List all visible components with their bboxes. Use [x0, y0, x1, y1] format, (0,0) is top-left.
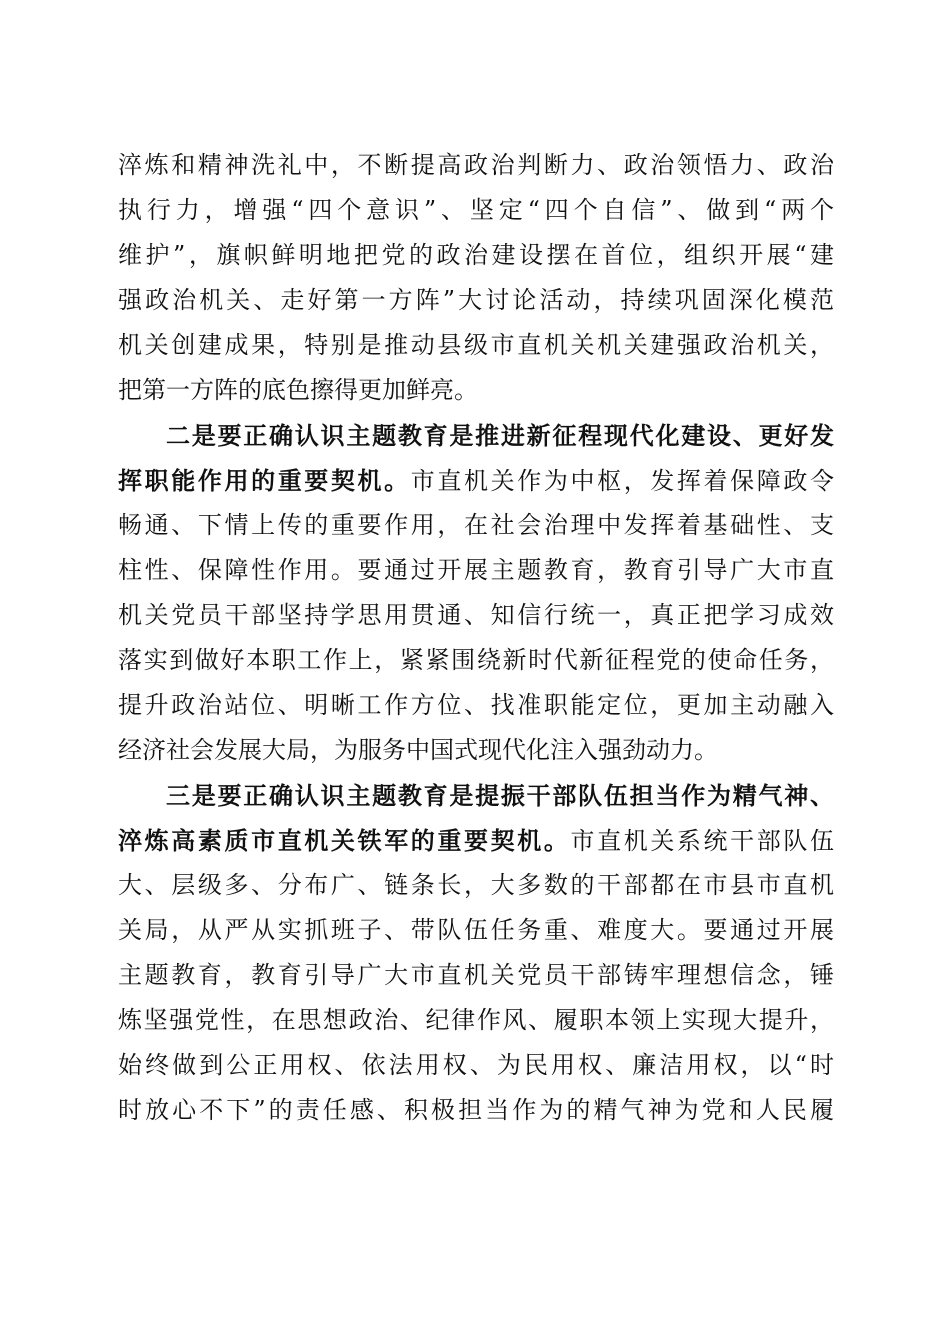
text-line: 机关党员干部坚持学思用贯通、知信行统一，真正把学习成效 — [118, 601, 834, 629]
paragraph-lead-heading: 三是要正确认识主题教育是提振干部队伍担当作为精气神、 — [166, 781, 834, 810]
text-line: 经济社会发展大局，为服务中国式现代化注入强劲动力。 — [118, 736, 718, 764]
text-line: 机关创建成果，特别是推动县级市直机关机关建强政治机关， — [118, 331, 834, 359]
text-line: 时放心不下”的责任感、积极担当作为的精气神为党和人民履 — [118, 1096, 834, 1124]
text-line: 炼坚强党性，在思想政治、纪律作风、履职本领上实现大提升， — [118, 1006, 834, 1034]
text-line: 关局，从严从实抓班子、带队伍任务重、难度大。要通过开展 — [118, 916, 834, 944]
text-line: 执行力，增强“四个意识”、坚定“四个自信”、做到“两个 — [118, 196, 834, 224]
text-line: 畅通、下情上传的重要作用，在社会治理中发挥着基础性、支 — [118, 511, 834, 539]
paragraph-lead-heading-end: 淬炼高素质市直机关铁军的重要契机。 — [118, 826, 571, 855]
text-line: 提升政治站位、明晰工作方位、找准职能定位，更加主动融入 — [118, 691, 834, 719]
text-line: 强政治机关、走好第一方阵”大讨论活动，持续巩固深化模范 — [118, 286, 834, 314]
document-page — [118, 143, 834, 1133]
paragraph-lead-heading-end: 挥职能作用的重要契机。 — [118, 466, 411, 495]
text-line — [118, 458, 834, 503]
paragraph-1 — [118, 143, 834, 413]
paragraph-2 — [118, 413, 834, 773]
paragraph-3 — [118, 773, 834, 1133]
text-line: 维护”，旗帜鲜明地把党的政治建设摆在首位，组织开展“建 — [118, 241, 834, 269]
text-run: 市直机关系统干部队伍 — [570, 827, 835, 855]
text-line: 落实到做好本职工作上，紧紧围绕新时代新征程党的使命任务， — [118, 646, 834, 674]
text-run: 市直机关作为中枢，发挥着保障政令 — [410, 467, 835, 495]
text-line: 大、层级多、分布广、链条长，大多数的干部都在市县市直机 — [118, 871, 834, 899]
paragraph-lead-heading: 二是要正确认识主题教育是推进新征程现代化建设、更好发 — [166, 421, 834, 450]
text-line: 淬炼和精神洗礼中，不断提高政治判断力、政治领悟力、政治 — [118, 151, 834, 179]
text-line — [118, 818, 834, 863]
text-line: 主题教育，教育引导广大市直机关党员干部铸牢理想信念，锤 — [118, 961, 834, 989]
text-line: 始终做到公正用权、依法用权、为民用权、廉洁用权，以“时 — [118, 1051, 834, 1079]
text-line: 柱性、保障性作用。要通过开展主题教育，教育引导广大市直 — [118, 556, 834, 584]
text-line: 把第一方阵的底色擦得更加鲜亮。 — [118, 376, 478, 404]
